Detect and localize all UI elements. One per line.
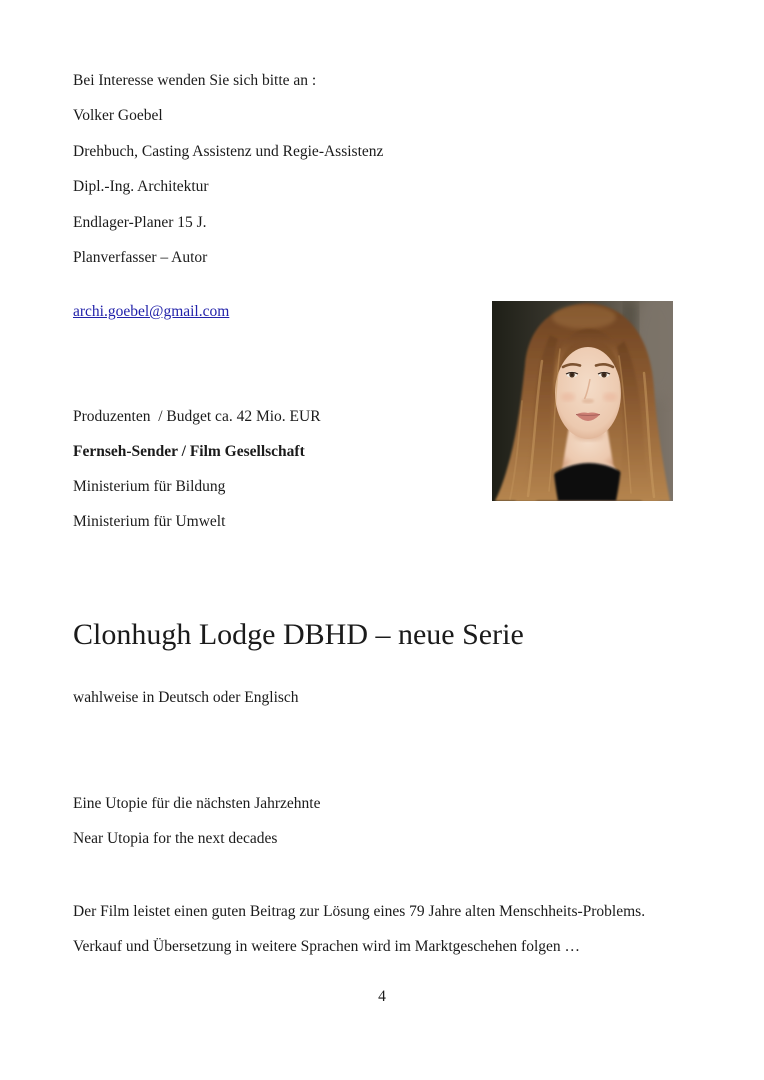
contact-jobtitle-text: Planverfasser – Autor	[73, 249, 208, 266]
portrait-photo-graphic	[492, 301, 673, 501]
contribution-text: Der Film leistet einen guten Beitrag zur Lösung eines 79 Jahre alten Menschheits-Problems.	[73, 903, 646, 920]
tagline-german-text: Eine Utopie für die nächsten Jahrzehnte	[73, 795, 321, 812]
producers-broadcaster-text: Fernseh-Sender / Film Gesellschaft	[73, 443, 305, 460]
language-note-text: wahlweise in Deutsch oder Englisch	[73, 689, 299, 706]
ministry-education-text: Ministerium für Bildung	[73, 478, 226, 495]
contact-experience-text: Endlager-Planer 15 J.	[73, 214, 207, 231]
series-title: Clonhugh Lodge DBHD – neue Serie	[73, 618, 524, 651]
tagline-english-text: Near Utopia for the next decades	[73, 830, 278, 847]
market-note-text: Verkauf und Übersetzung in weitere Sprachen wird im Marktgeschehen folgen …	[73, 938, 581, 955]
email-link[interactable]: archi.goebel@gmail.com	[73, 303, 230, 320]
contact-intro-text: Bei Interesse wenden Sie sich bitte an :	[73, 72, 317, 89]
contact-degree-text: Dipl.-Ing. Architektur	[73, 178, 209, 195]
email-line	[73, 303, 229, 321]
page-number: 4	[378, 988, 386, 1005]
portrait-photo	[492, 301, 673, 501]
producers-budget-text: Produzenten / Budget ca. 42 Mio. EUR	[73, 408, 321, 425]
contact-role-text: Drehbuch, Casting Assistenz und Regie-Assistenz	[73, 143, 384, 160]
contact-name-text: Volker Goebel	[73, 107, 163, 124]
ministry-environment-text: Ministerium für Umwelt	[73, 513, 226, 530]
